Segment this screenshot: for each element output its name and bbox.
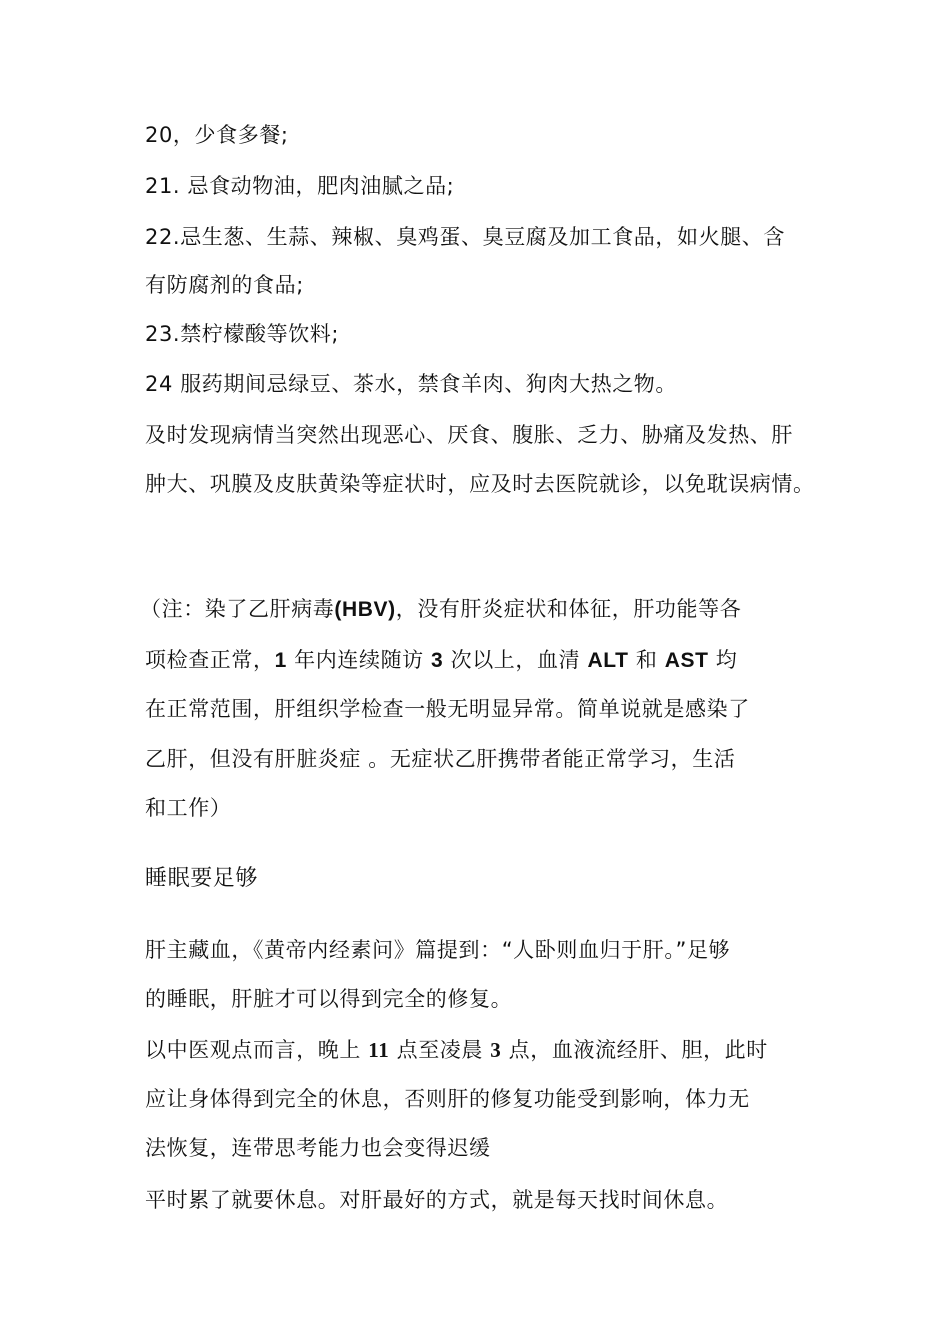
note-text: 次以上，血清 <box>443 648 588 672</box>
sleep-text: 点，血液流经肝、胆，此时 <box>501 1038 768 1062</box>
detection-line-1: 及时发现病情当突然出现恶心、厌食、腹胀、乏力、胁痛及发热、肝 <box>145 423 793 447</box>
section-heading: 睡眠要足够 <box>145 866 259 891</box>
list-item-20: 20，少食多餐; <box>145 123 289 147</box>
note-text: 项检查正常， <box>145 648 275 672</box>
sleep-p2-line3: 法恢复，连带思考能力也会变得迟缓 <box>145 1136 491 1160</box>
note-text: 年内连续随访 <box>286 648 432 672</box>
sleep-number: 3 <box>490 1038 502 1062</box>
list-item-21: 21. 忌食动物油，肥肉油腻之品; <box>145 174 455 198</box>
note-number: 1 <box>274 649 287 672</box>
sleep-text: 点至凌晨 <box>389 1038 491 1062</box>
note-line-2 <box>145 645 737 676</box>
note-text: ，没有肝炎症状和体征，肝功能等各 <box>395 597 742 621</box>
sleep-p3: 平时累了就要休息。对肝最好的方式，就是每天找时间休息。 <box>145 1188 729 1212</box>
note-line-4: 乙肝，但没有肝脏炎症 。无症状乙肝携带者能正常学习，生活 <box>145 747 736 771</box>
list-item-23: 23.禁柠檬酸等饮料; <box>145 322 340 346</box>
detection-line-2: 肿大、巩膜及皮肤黄染等症状时，应及时去医院就诊，以免耽误病情。 <box>145 472 815 496</box>
sleep-p2-line1 <box>145 1035 768 1065</box>
note-ast: AST <box>664 649 709 672</box>
list-item-22-line1: 22.忌生葱、生蒜、辣椒、臭鸡蛋、臭豆腐及加工食品，如火腿、含 <box>145 225 785 249</box>
note-alt: ALT <box>587 649 629 672</box>
note-line-1 <box>140 594 741 625</box>
sleep-number: 11 <box>368 1038 390 1062</box>
sleep-p1-line1: 肝主藏血，《黄帝内经素问》篇提到：“人卧则血归于肝。”足够 <box>145 938 731 962</box>
note-text: 和 <box>628 648 665 672</box>
list-item-24: 24 服药期间忌绿豆、茶水，禁食羊肉、狗肉大热之物。 <box>145 372 677 396</box>
note-hbv: (HBV) <box>334 598 396 621</box>
note-line-3: 在正常范围，肝组织学检查一般无明显异常。简单说就是感染了 <box>145 697 750 721</box>
sleep-p2-line2: 应让身体得到完全的休息，否则肝的修复功能受到影响，体力无 <box>145 1087 750 1111</box>
list-item-22-line2: 有防腐剂的食品; <box>145 273 304 297</box>
sleep-p1-line2: 的睡眠，肝脏才可以得到完全的修复。 <box>145 987 513 1011</box>
note-line-5: 和工作） <box>145 796 232 820</box>
note-number: 3 <box>431 649 444 672</box>
sleep-text: 以中医观点而言，晚上 <box>145 1038 369 1062</box>
note-text: （注：染了乙肝病毒 <box>140 597 335 621</box>
note-text: 均 <box>708 648 738 672</box>
